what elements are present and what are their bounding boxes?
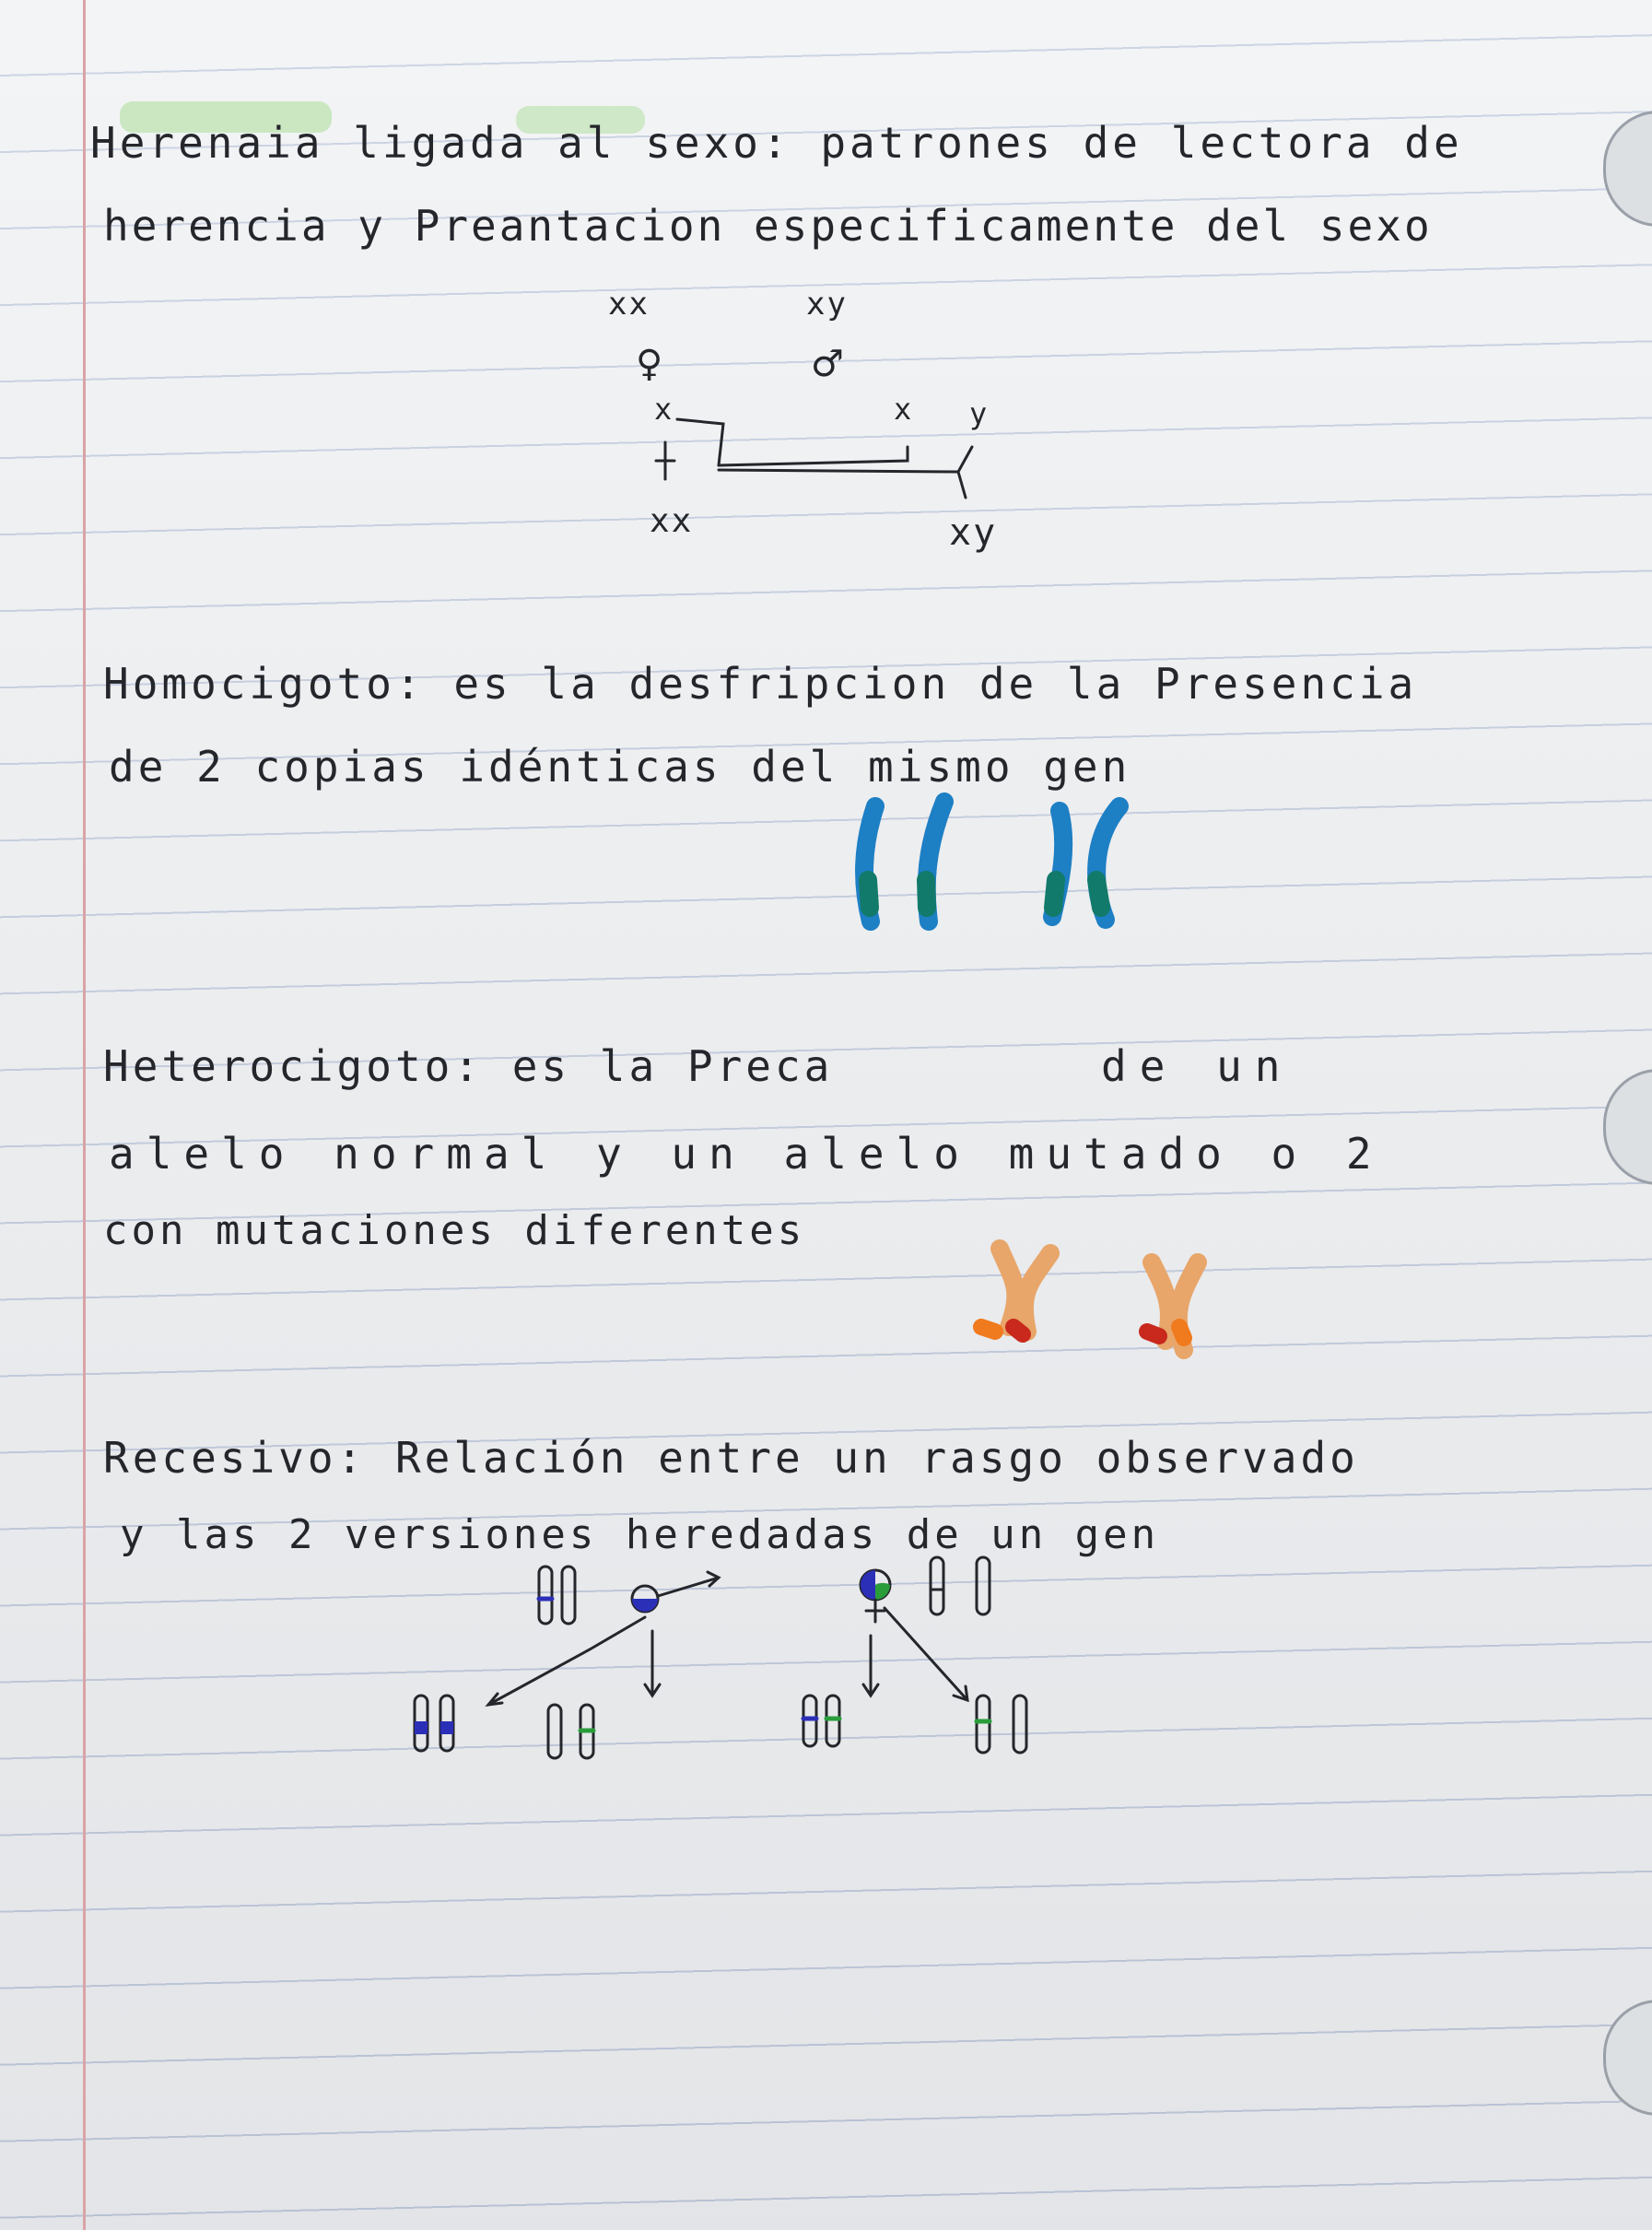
arrow-down-right	[863, 1636, 878, 1696]
child2-chromosomes	[548, 1705, 593, 1758]
child4-chromosomes	[977, 1696, 1026, 1753]
arrow-to-child4	[885, 1608, 967, 1700]
male-symbol-icon: ♂	[811, 343, 844, 385]
child3-chromosomes	[803, 1696, 839, 1746]
child1-chromosomes	[415, 1696, 453, 1751]
parent1-chromosomes	[539, 1567, 575, 1624]
section3-line2: alelo normal y un alelo mutado o 2	[109, 1129, 1384, 1179]
parent2-circle	[861, 1570, 890, 1622]
parent1-circle	[632, 1572, 719, 1612]
female-genotype: xx	[608, 286, 650, 323]
section1-line2: herencia y Preantacion especificamente del sexo	[103, 201, 1433, 251]
section3-line1b: de un	[1101, 1041, 1294, 1091]
section2-line1: Homocigoto: es la desfripcion de la Presencia	[103, 659, 1418, 709]
left-x-label: x	[654, 392, 674, 427]
section4-line1: Recesivo: Relación entre un rasgo observado	[103, 1433, 1359, 1483]
section1-line1: Herenaia ligada al sexo: patrones de lectora de	[90, 118, 1463, 168]
female-symbol-icon: ♀	[636, 343, 663, 385]
offspring-xy: xy	[949, 511, 998, 554]
section3-line1a: Heterocigoto: es la Preca	[103, 1041, 834, 1091]
section3-line3: con mutaciones diferentes	[103, 1207, 806, 1254]
arrow-to-child1	[488, 1617, 645, 1705]
right-x-label: x	[894, 392, 914, 427]
parent2-chromosomes	[931, 1557, 990, 1614]
section4-line2: y las 2 versiones heredadas de un gen	[120, 1511, 1160, 1558]
right-y-label: y	[969, 396, 990, 431]
section2-line2: de 2 copias idénticas del mismo gen	[109, 742, 1131, 792]
arrow-down-left	[645, 1631, 660, 1696]
male-genotype: xy	[806, 286, 848, 323]
offspring-xx: xx	[650, 502, 694, 540]
